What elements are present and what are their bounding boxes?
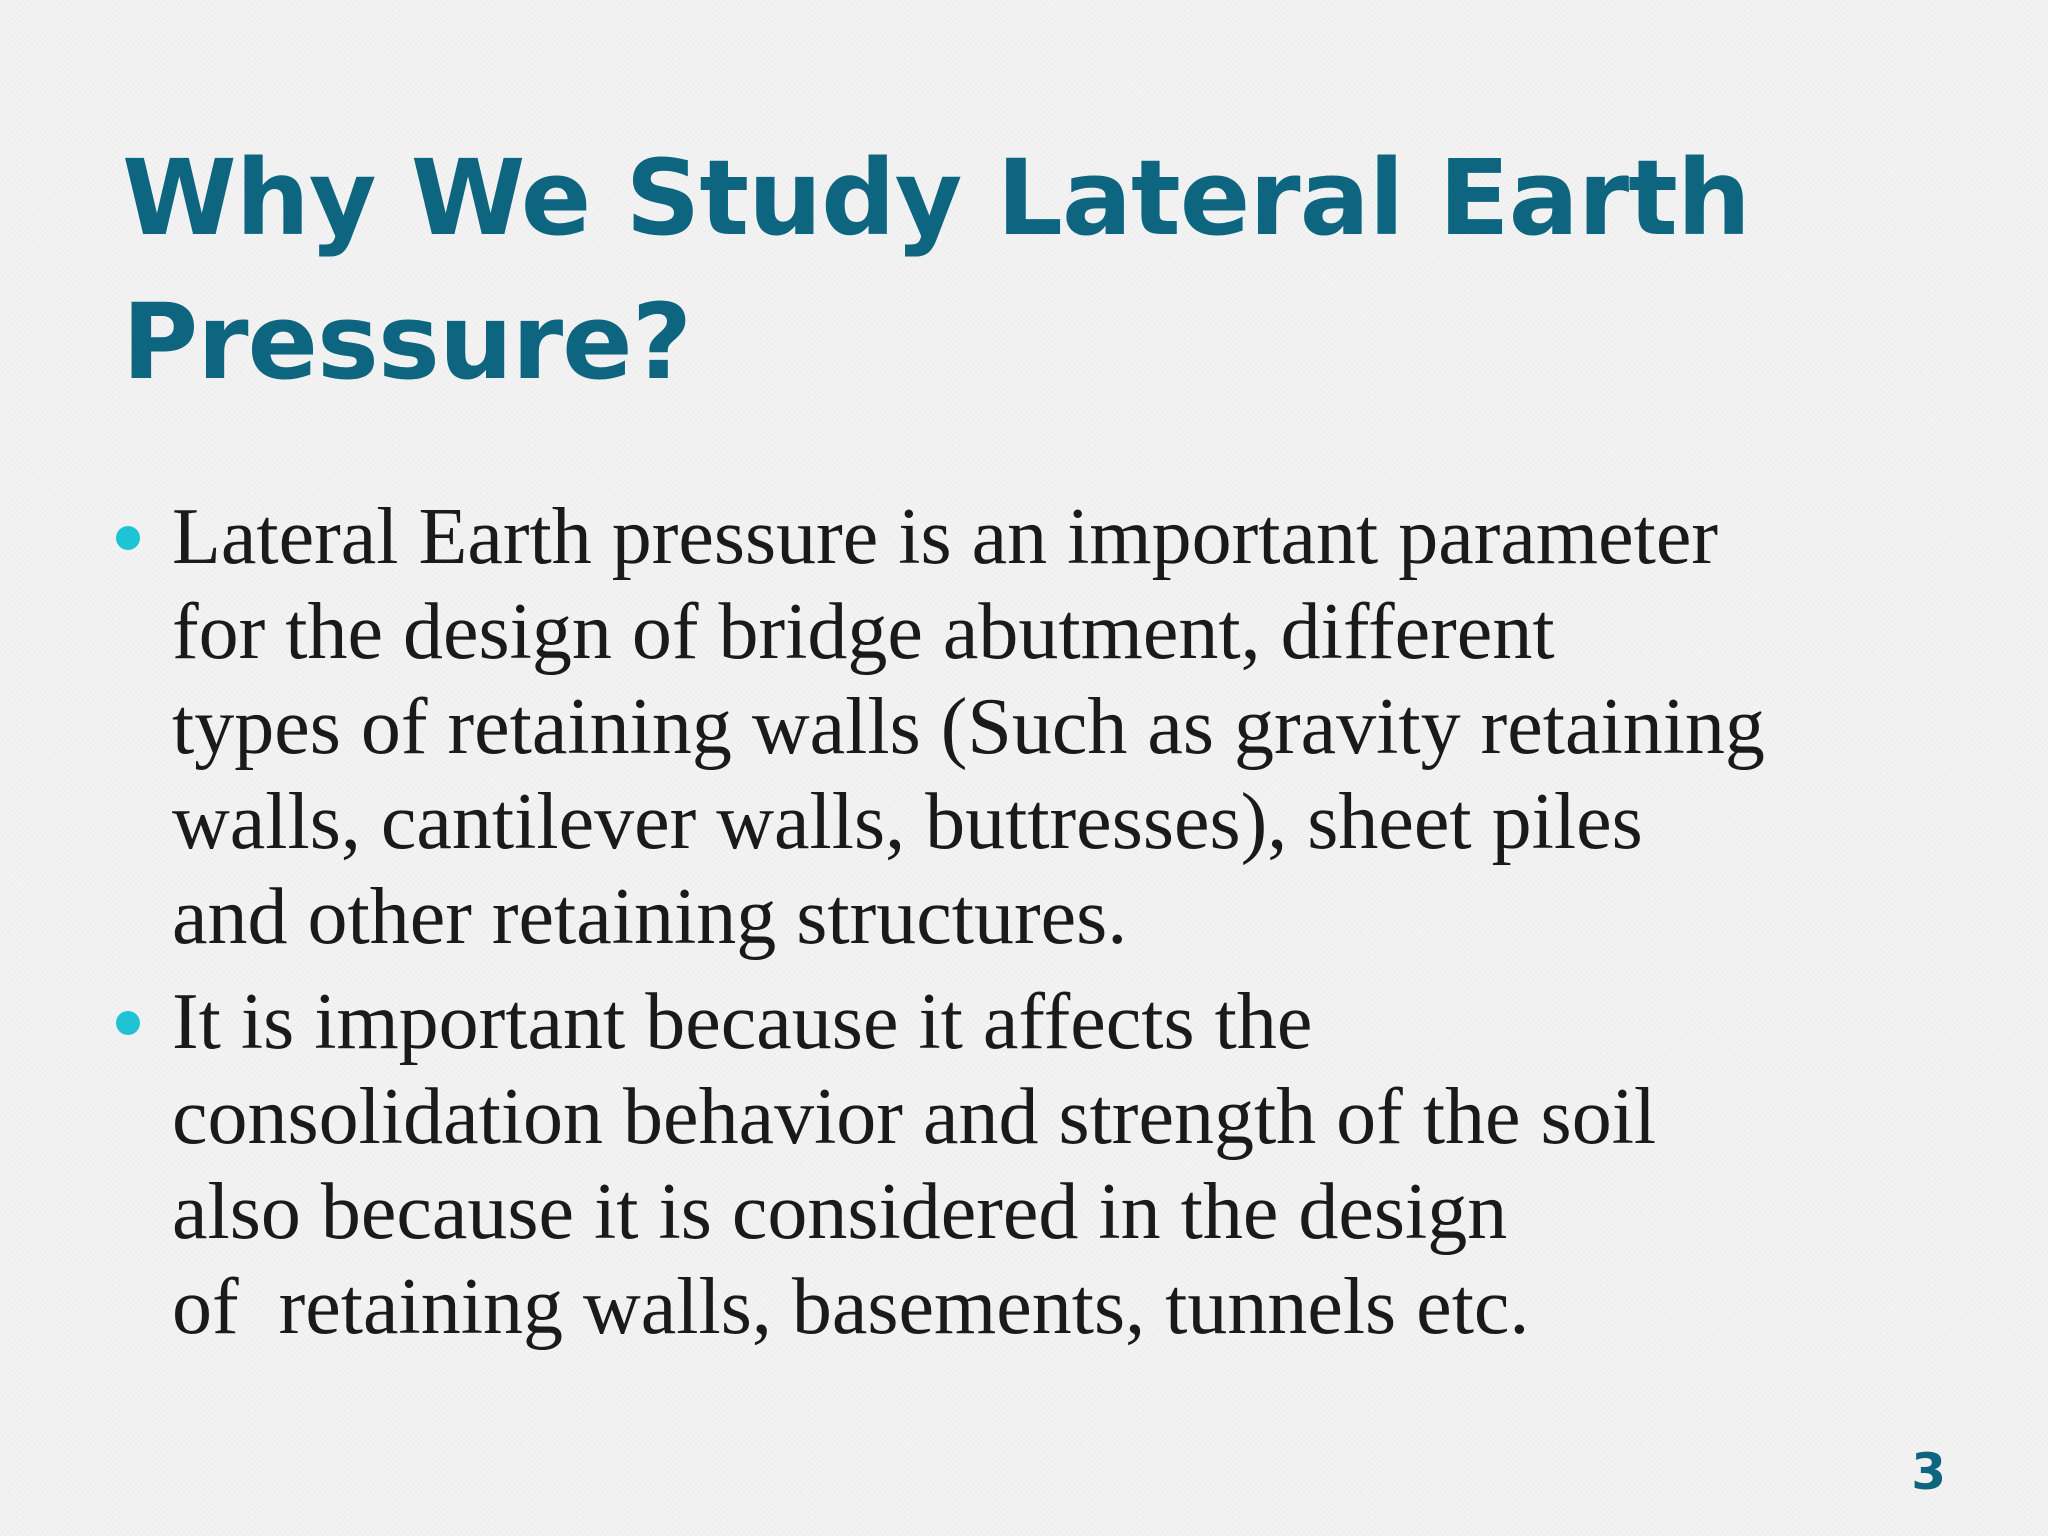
slide-title — [122, 126, 1750, 414]
bullet-2-line-4: of retaining walls, basements, tunnels etc. — [172, 1263, 1530, 1351]
bullet-2-line-3: also because it is considered in the design — [172, 1168, 1508, 1256]
bullet-1-line-2: for the design of bridge abutment, different — [172, 588, 1555, 676]
bullet-2-line-2: consolidation behavior and strength of the soil — [172, 1073, 1657, 1161]
bullet-1-line-3: types of retaining walls (Such as gravity retaining — [172, 683, 1765, 771]
slide-title-line-2: Pressure? — [122, 281, 692, 403]
bullet-item-2 — [112, 975, 1932, 1355]
bullet-1-line-1: Lateral Earth pressure is an important parameter — [172, 493, 1718, 581]
bullet-1-line-4: walls, cantilever walls, buttresses), sheet piles — [172, 778, 1643, 866]
slide-title-line-1: Why We Study Lateral Earth — [122, 137, 1750, 259]
bullet-marker-icon — [116, 1011, 140, 1035]
bullet-2-line-1: It is important because it affects the — [172, 978, 1313, 1066]
bullet-marker-icon — [116, 526, 140, 550]
slide-number: 3 — [1911, 1443, 1946, 1501]
bullet-list — [112, 490, 1932, 1365]
bullet-1-line-5: and other retaining structures. — [172, 873, 1128, 961]
bullet-item-1 — [112, 490, 1932, 965]
